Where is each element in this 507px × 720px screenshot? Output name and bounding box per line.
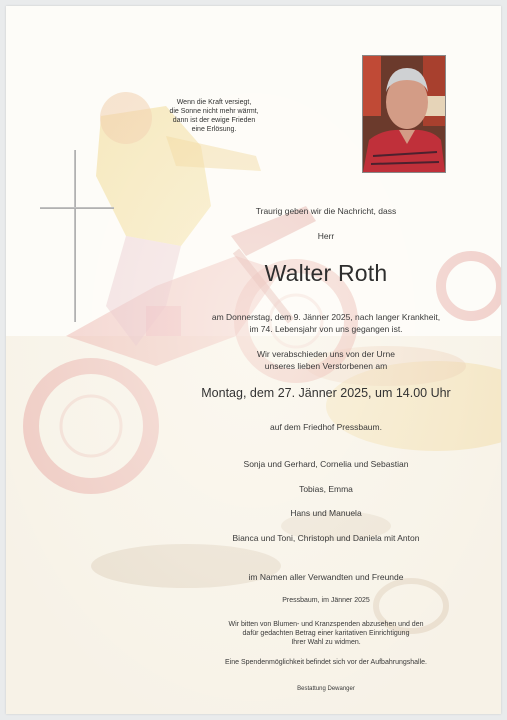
poem — [134, 98, 294, 134]
request-line-1: Wir bitten von Blumen- und Kranzspenden abzusehen und den — [228, 621, 424, 628]
poem-line: die Sonne nicht mehr wärmt, — [169, 108, 259, 115]
mourners-line: Tobias, Emma — [299, 484, 353, 494]
request-line-2: dafür gedachten Betrag einer karitativen Einrichtigung — [242, 630, 410, 637]
undertaker: Bestattung Dewanger — [297, 686, 355, 692]
donation-note: Eine Spendenmöglichkeit befindet sich vor der Aufbahrungshalle. — [225, 659, 427, 666]
cross-vertical-bar — [74, 150, 76, 322]
portrait-photo — [363, 56, 445, 172]
mourners-line: Sonja und Gerhard, Cornelia und Sebastian — [243, 459, 409, 469]
poem-line: dann ist der ewige Frieden — [172, 117, 256, 124]
poem-line: Wenn die Kraft versiegt, — [176, 99, 252, 106]
intro-text: Traurig geben wir die Nachricht, dass — [255, 206, 397, 216]
deceased-name: Walter Roth — [264, 260, 388, 286]
farewell-line-2: unseres lieben Verstorbenen am — [264, 361, 388, 371]
mourners-line: Hans und Manuela — [290, 508, 362, 518]
obituary-card — [6, 6, 501, 714]
mourners-line: Bianca und Toni, Christoph und Daniela mit Anton — [232, 533, 420, 543]
death-line-2: im 74. Lebensjahr von uns gegangen ist. — [249, 324, 403, 334]
relatives-line: im Namen aller Verwandten und Freunde — [248, 572, 404, 582]
cemetery-location: auf dem Friedhof Pressbaum. — [270, 422, 382, 432]
place-date: Pressbaum, im Jänner 2025 — [282, 597, 370, 604]
request-line-3: Ihrer Wahl zu widmen. — [291, 639, 361, 646]
cross-horizontal-bar — [40, 207, 114, 209]
poem-line: eine Erlösung. — [191, 126, 237, 133]
farewell-line-1: Wir verabschieden uns von der Urne — [257, 349, 395, 359]
ceremony-date: Montag, dem 27. Jänner 2025, um 14.00 Uhr — [201, 386, 451, 400]
death-line-1: am Donnerstag, dem 9. Jänner 2025, nach langer Krankheit, — [211, 312, 441, 322]
salutation: Herr — [317, 231, 335, 241]
